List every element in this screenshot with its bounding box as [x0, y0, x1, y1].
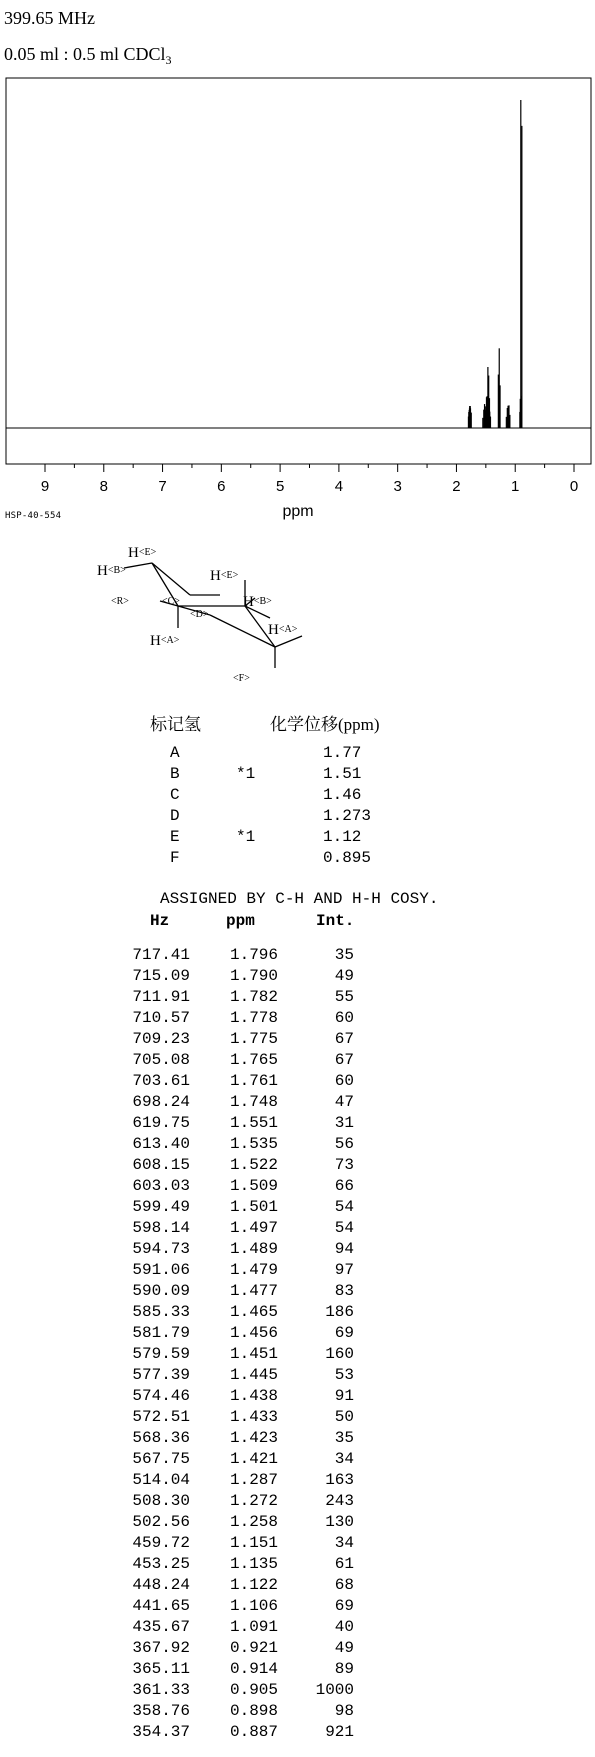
peak-ppm: 1.272 — [229, 1492, 278, 1510]
peak-hz: 590.09 — [132, 1282, 190, 1300]
peak-hz: 599.49 — [132, 1198, 190, 1216]
peak-hz: 367.92 — [132, 1639, 190, 1657]
x-tick-label: 9 — [40, 478, 50, 495]
peak-int: 83 — [334, 1282, 354, 1300]
x-tick-label: 1 — [511, 478, 520, 495]
assignment-row — [0, 744, 595, 765]
peak-int: 68 — [334, 1576, 354, 1594]
peak-int: 55 — [334, 988, 354, 1006]
peak-hz: 508.30 — [132, 1492, 190, 1510]
peak-int: 89 — [334, 1660, 354, 1678]
peak-table-row — [0, 1387, 595, 1408]
peak-int: 49 — [334, 967, 354, 985]
assignment-label: B — [170, 765, 180, 783]
peak-hz: 567.75 — [132, 1450, 190, 1468]
assignment-row — [0, 786, 595, 807]
peak-int: 40 — [334, 1618, 354, 1636]
peak-table-row — [0, 1156, 595, 1177]
solvent-text: 0.05 ml : 0.5 ml CDCl — [4, 44, 166, 64]
peak-hz: 502.56 — [132, 1513, 190, 1531]
peak-table-row — [0, 1450, 595, 1471]
peak-ppm: 1.477 — [229, 1282, 278, 1300]
peak-int: 69 — [334, 1324, 354, 1342]
assignment-row — [0, 828, 595, 849]
peak-int: 67 — [334, 1051, 354, 1069]
peak-ppm: 1.421 — [229, 1450, 278, 1468]
peak-ppm: 0.914 — [229, 1660, 278, 1678]
peak-hz: 591.06 — [132, 1261, 190, 1279]
peak-hz: 710.57 — [132, 1009, 190, 1027]
x-tick-label: 0 — [569, 478, 579, 495]
x-tick-label: 7 — [158, 478, 167, 495]
assignment-shift: 1.12 — [323, 828, 362, 846]
peak-int: 160 — [325, 1345, 354, 1363]
peak-int: 66 — [334, 1177, 354, 1195]
peak-ppm: 1.489 — [229, 1240, 278, 1258]
peak-table-row — [0, 1324, 595, 1345]
peak-int: 921 — [325, 1723, 354, 1741]
peak-table-row — [0, 1282, 595, 1303]
peak-ppm: 1.509 — [229, 1177, 278, 1195]
assignment-label: F — [170, 849, 180, 867]
peak-table-row — [0, 1660, 595, 1681]
peak-int: 34 — [334, 1534, 354, 1552]
x-tick-label: 2 — [452, 478, 461, 495]
peak-int: 1000 — [315, 1681, 354, 1699]
peak-ppm: 0.898 — [229, 1702, 278, 1720]
peak-int: 97 — [334, 1261, 354, 1279]
atom-h-e-right: H<E> — [210, 568, 239, 584]
peak-hz: 619.75 — [132, 1114, 190, 1132]
peak-hz: 717.41 — [132, 946, 190, 964]
assignment-shift: 1.51 — [323, 765, 362, 783]
peak-hz: 598.14 — [132, 1219, 190, 1237]
peak-hz: 608.15 — [132, 1156, 190, 1174]
peak-hz: 453.25 — [132, 1555, 190, 1573]
peak-table-row — [0, 1408, 595, 1429]
peak-table-row — [0, 1072, 595, 1093]
peak-hz: 603.03 — [132, 1177, 190, 1195]
peak-table-row — [0, 1429, 595, 1450]
peak-int: 69 — [334, 1597, 354, 1615]
peak-ppm: 1.258 — [229, 1513, 278, 1531]
assignment-shift: 1.46 — [323, 786, 362, 804]
peak-hz: 459.72 — [132, 1534, 190, 1552]
label-f: <F> — [233, 673, 250, 684]
peak-int: 31 — [334, 1114, 354, 1132]
sample-id: HSP-40-554 — [5, 511, 62, 521]
peak-int: 53 — [334, 1366, 354, 1384]
atom-h-b-right: H<B> — [243, 594, 272, 610]
x-axis-label: ppm — [282, 503, 314, 520]
plot-frame — [6, 78, 591, 464]
x-tick-label: 5 — [275, 478, 285, 495]
peak-ppm: 1.535 — [229, 1135, 278, 1153]
peak-ppm: 1.790 — [229, 967, 278, 985]
assignment-row — [0, 849, 595, 870]
x-tick-label: 4 — [334, 478, 344, 495]
peak-table-row — [0, 1303, 595, 1324]
peak-table-row — [0, 1135, 595, 1156]
peak-ppm: 1.782 — [229, 988, 278, 1006]
peak-table-row — [0, 1345, 595, 1366]
x-tick-label: 6 — [217, 478, 226, 495]
peak-table-row — [0, 1639, 595, 1660]
atom-h-a-left: H<A> — [150, 633, 180, 649]
peak-ppm: 1.775 — [229, 1030, 278, 1048]
peak-hz: 572.51 — [132, 1408, 190, 1426]
peak-hz: 698.24 — [132, 1093, 190, 1111]
peak-hz: 448.24 — [132, 1576, 190, 1594]
assignment-col-label: 标记氢 — [150, 715, 201, 734]
peak-table-row — [0, 967, 595, 988]
peak-int: 56 — [334, 1135, 354, 1153]
peak-ppm: 0.887 — [229, 1723, 278, 1741]
peak-int: 130 — [325, 1513, 354, 1531]
peak-table-row — [0, 1492, 595, 1513]
peak-ppm: 1.423 — [229, 1429, 278, 1447]
peak-table-row — [0, 988, 595, 1009]
peak-ppm: 1.551 — [229, 1114, 278, 1132]
peak-table-row — [0, 1723, 595, 1744]
peak-ppm: 1.765 — [229, 1051, 278, 1069]
peak-col-int: Int. — [316, 912, 355, 930]
peak-int: 35 — [334, 946, 354, 964]
peak-table-row — [0, 1471, 595, 1492]
bond-d-c5 — [210, 615, 275, 647]
peak-hz: 358.76 — [132, 1702, 190, 1720]
peak-table-row — [0, 1198, 595, 1219]
peak-hz: 579.59 — [132, 1345, 190, 1363]
peak-ppm: 1.287 — [229, 1471, 278, 1489]
peak-int: 60 — [334, 1072, 354, 1090]
peak-int: 50 — [334, 1408, 354, 1426]
peak-table-row — [0, 1030, 595, 1051]
peak-hz: 574.46 — [132, 1387, 190, 1405]
solvent-line — [4, 44, 172, 70]
x-tick-label: 8 — [99, 478, 108, 495]
peak-table-row — [0, 1513, 595, 1534]
peak-table-row — [0, 1093, 595, 1114]
peak-table-row — [0, 1177, 595, 1198]
peak-table-row — [0, 1597, 595, 1618]
x-axis-ticks — [41, 464, 578, 495]
peak-ppm: 1.438 — [229, 1387, 278, 1405]
peak-table-row — [0, 1240, 595, 1261]
nmr-spectrum-chart — [0, 78, 595, 523]
peak-int: 67 — [334, 1030, 354, 1048]
peak-hz: 361.33 — [132, 1681, 190, 1699]
peak-table-row — [0, 1051, 595, 1072]
assignment-row — [0, 807, 595, 828]
peak-ppm: 1.445 — [229, 1366, 278, 1384]
spectrometer-frequency: 399.65 MHz — [4, 8, 95, 28]
bond-h-a-right — [275, 636, 302, 647]
peak-hz: 354.37 — [132, 1723, 190, 1741]
peak-int: 186 — [325, 1303, 354, 1321]
peak-int: 34 — [334, 1450, 354, 1468]
peak-ppm: 1.151 — [229, 1534, 278, 1552]
label-c: <C> — [162, 596, 180, 607]
assignment-row — [0, 765, 595, 786]
peak-ppm: 0.921 — [229, 1639, 278, 1657]
assignment-label: E — [170, 828, 180, 846]
peak-hz: 585.33 — [132, 1303, 190, 1321]
peak-ppm: 1.761 — [229, 1072, 278, 1090]
peak-table-row — [0, 1534, 595, 1555]
molecule-structure — [97, 530, 350, 695]
peak-ppm: 0.905 — [229, 1681, 278, 1699]
peak-table-row — [0, 1681, 595, 1702]
peak-int: 73 — [334, 1156, 354, 1174]
peak-table-row — [0, 1009, 595, 1030]
assignment-note-mark: *1 — [236, 828, 256, 846]
peak-int: 98 — [334, 1702, 354, 1720]
assignment-shift: 1.77 — [323, 744, 362, 762]
assignment-label: D — [170, 807, 180, 825]
peak-ppm: 1.497 — [229, 1219, 278, 1237]
peak-ppm: 1.091 — [229, 1618, 278, 1636]
peak-int: 60 — [334, 1009, 354, 1027]
peak-table-row — [0, 1366, 595, 1387]
peak-ppm: 1.479 — [229, 1261, 278, 1279]
peak-ppm: 1.122 — [229, 1576, 278, 1594]
assignment-label: A — [170, 744, 180, 762]
peak-ppm: 1.748 — [229, 1093, 278, 1111]
peak-table-row — [0, 1555, 595, 1576]
peak-hz: 577.39 — [132, 1366, 190, 1384]
peak-col-hz: Hz — [150, 912, 170, 930]
atom-labels — [97, 545, 298, 684]
assignment-col-shift: 化学位移(ppm) — [270, 715, 380, 734]
peak-hz: 711.91 — [132, 988, 190, 1006]
peak-ppm: 1.106 — [229, 1597, 278, 1615]
peak-hz: 365.11 — [132, 1660, 190, 1678]
atom-h-e-top: H<E> — [128, 545, 157, 561]
peak-hz: 715.09 — [132, 967, 190, 985]
label-d: <D> — [190, 609, 209, 620]
peak-int: 163 — [325, 1471, 354, 1489]
peak-table-row — [0, 1702, 595, 1723]
peak-int: 243 — [325, 1492, 354, 1510]
peak-table-row — [0, 946, 595, 967]
peak-hz: 705.08 — [132, 1051, 190, 1069]
peak-ppm: 1.796 — [229, 946, 278, 964]
assignment-note: ASSIGNED BY C-H AND H-H COSY. — [160, 890, 439, 908]
peak-int: 47 — [334, 1093, 354, 1111]
peak-hz: 441.65 — [132, 1597, 190, 1615]
peak-col-ppm: ppm — [226, 912, 255, 930]
peak-ppm: 1.135 — [229, 1555, 278, 1573]
peak-ppm: 1.522 — [229, 1156, 278, 1174]
assignment-shift: 0.895 — [323, 849, 372, 867]
x-tick-label: 3 — [393, 478, 402, 495]
peak-hz: 613.40 — [132, 1135, 190, 1153]
peak-table-row — [0, 1576, 595, 1597]
peak-int: 61 — [334, 1555, 354, 1573]
peak-int: 54 — [334, 1198, 354, 1216]
peak-int: 94 — [334, 1240, 354, 1258]
peak-hz: 594.73 — [132, 1240, 190, 1258]
atom-h-a-right: H<A> — [268, 622, 298, 638]
peak-ppm: 1.778 — [229, 1009, 278, 1027]
peak-int: 54 — [334, 1219, 354, 1237]
peak-table-row — [0, 1261, 595, 1282]
peak-ppm: 1.501 — [229, 1198, 278, 1216]
peak-int: 35 — [334, 1429, 354, 1447]
peak-table-row — [0, 1219, 595, 1240]
peak-hz: 703.61 — [132, 1072, 190, 1090]
peak-int: 49 — [334, 1639, 354, 1657]
assignment-note-mark: *1 — [236, 765, 256, 783]
peak-hz: 709.23 — [132, 1030, 190, 1048]
bond-h-b-left — [124, 563, 152, 568]
peak-ppm: 1.456 — [229, 1324, 278, 1342]
assignment-label: C — [170, 786, 180, 804]
peak-ppm: 1.465 — [229, 1303, 278, 1321]
peak-hz: 581.79 — [132, 1324, 190, 1342]
atom-h-b-left: H<B> — [97, 563, 126, 579]
peak-ppm: 1.451 — [229, 1345, 278, 1363]
peak-table-row — [0, 1114, 595, 1135]
peak-ppm: 1.433 — [229, 1408, 278, 1426]
spectrum-peaks — [468, 100, 521, 428]
peak-hz: 568.36 — [132, 1429, 190, 1447]
solvent-subscript: 3 — [165, 53, 172, 67]
peak-hz: 435.67 — [132, 1618, 190, 1636]
peak-table-row — [0, 1618, 595, 1639]
peak-hz: 514.04 — [132, 1471, 190, 1489]
assignment-shift: 1.273 — [323, 807, 372, 825]
bond-c1-c6 — [152, 563, 190, 595]
label-r: <R> — [111, 596, 129, 607]
peak-int: 91 — [334, 1387, 354, 1405]
